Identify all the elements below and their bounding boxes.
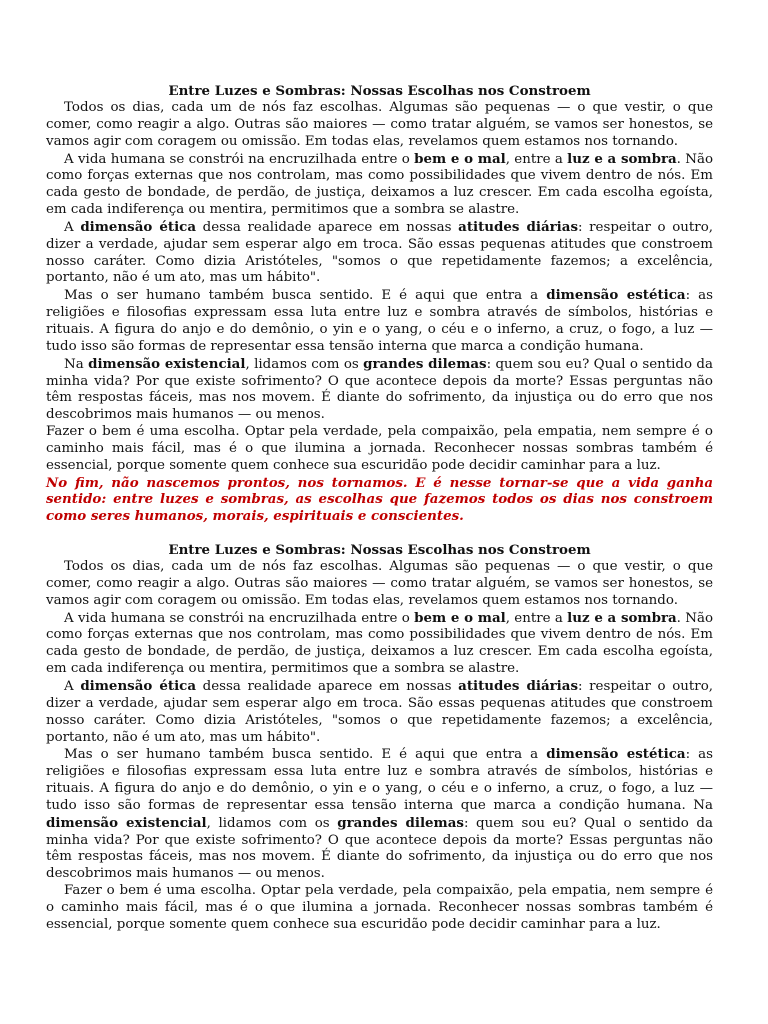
document-section-2 <box>46 542 713 934</box>
paragraph-good-and-evil-repeat: A vida humana se constrói na encruzilhada entre o bem e o mal, entre a luz e a sombra. Não como forças externas que nos controlam, mas como possibilidades que vivem dentro de nós. Em cada gesto de bondade, de perdão, de justiça, deixamos a luz crescer. Em cada escolha egoísta, em cada indiferença ou mentira, permitimos que a sombra se alastre. <box>46 609 713 677</box>
paragraph-doing-good-repeat: Fazer o bem é uma escolha. Optar pela verdade, pela compaixão, pela empatia, nem sempre é o caminho mais fácil, mas é o que ilumina a jornada. Reconhecer nossas sombras também é essencial, porque somente quem conhece sua escuridão pode decidir caminhar para a luz. <box>46 883 713 932</box>
paragraph-good-and-evil: A vida humana se constrói na encruzilhada entre o bem e o mal, entre a luz e a sombra. Não como forças externas que nos controlam, mas como possibilidades que vivem dentro de nós. Em cada gesto de bondade, de perdão, de justiça, deixamos a luz crescer. Em cada escolha egoísta, em cada indiferença ou mentira, permitimos que a sombra se alastre. <box>46 150 713 218</box>
document-section-1 <box>46 83 713 525</box>
paragraph-intro-repeat: Todos os dias, cada um de nós faz escolhas. Algumas são pequenas — o que vestir, o que comer, como reagir a algo. Outras são maiores — como tratar alguém, se vamos ser honestos, se vamos agir com coragem ou omissão. Em todas elas, revelamos quem estamos nos tornando. <box>46 559 713 608</box>
paragraph-existential-dimension: Na dimensão existencial, lidamos com os grandes dilemas: quem sou eu? Qual o sentido da minha vida? Por que existe sofrimento? O que acontece depois da morte? Essas perguntas não têm respostas fáceis, mas nos movem. É diante do sofrimento, da injustiça ou do erro que nos descobrimos mais humanos — ou menos. <box>46 355 713 423</box>
paragraph-doing-good: Fazer o bem é uma escolha. Optar pela verdade, pela compaixão, pela empatia, nem sempre é o caminho mais fácil, mas é o que ilumina a jornada. Reconhecer nossas sombras também é essencial, porque somente quem conhece sua escuridão pode decidir caminhar para a luz. <box>46 424 713 473</box>
paragraph-conclusion: No fim, não nascemos prontos, nos tornamos. E é nesse tornar-se que a vida ganha sentido: entre luzes e sombras, as escolhas que fazemos todos os dias nos constroem como seres humanos, morais, espirituais e conscientes. <box>46 474 713 525</box>
paragraph-ethical-dimension: A dimensão ética dessa realidade aparece em nossas atitudes diárias: respeitar o outro, dizer a verdade, ajudar sem esperar algo em troca. São essas pequenas atitudes que constroem nosso caráter. Como dizia Aristóteles, "somos o que repetidamente fazemos; a excelência, portanto, não é um ato, mas um hábito". <box>46 218 714 286</box>
paragraph-aesthetic-existential-repeat: Mas o ser humano também busca sentido. E é aqui que entra a dimensão estética: as religiões e filosofias expressam essa luta entre luz e sombra através de símbolos, histórias e rituais. A figura do anjo e do demônio, o yin e o yang, o céu e o inferno, a cruz, o fogo, a luz — tudo isso são formas de representar essa tensão interna que marca a condição humana. Na dimensão existencial, lidamos com os grandes dilemas: quem sou eu? Qual o sentido da minha vida? Por que existe sofrimento? O que acontece depois da morte? Essas perguntas não têm respostas fáceis, mas nos movem. É diante do sofrimento, da injustiça ou do erro que nos descobrimos mais humanos — ou menos. <box>46 746 713 882</box>
paragraph-intro: Todos os dias, cada um de nós faz escolhas. Algumas são pequenas — o que vestir, o que comer, como reagir a algo. Outras são maiores — como tratar alguém, se vamos ser honestos, se vamos agir com coragem ou omissão. Em todas elas, revelamos quem estamos nos tornando. <box>46 100 713 149</box>
paragraph-aesthetic-dimension: Mas o ser humano também busca sentido. E é aqui que entra a dimensão estética: as religiões e filosofias expressam essa luta entre luz e sombra através de símbolos, histórias e rituais. A figura do anjo e do demônio, o yin e o yang, o céu e o inferno, a cruz, o fogo, a luz — tudo isso são formas de representar essa tensão interna que marca a condição humana. <box>46 287 713 354</box>
paragraph-ethical-dimension-repeat: A dimensão ética dessa realidade aparece em nossas atitudes diárias: respeitar o outro, dizer a verdade, ajudar sem esperar algo em troca. São essas pequenas atitudes que constroem nosso caráter. Como dizia Aristóteles, "somos o que repetidamente fazemos; a excelência, portanto, não é um ato, mas um hábito". <box>46 678 714 745</box>
document-title-repeat: Entre Luzes e Sombras: Nossas Escolhas nos Constroem <box>168 542 591 559</box>
document-title: Entre Luzes e Sombras: Nossas Escolhas nos Constroem <box>168 83 591 99</box>
